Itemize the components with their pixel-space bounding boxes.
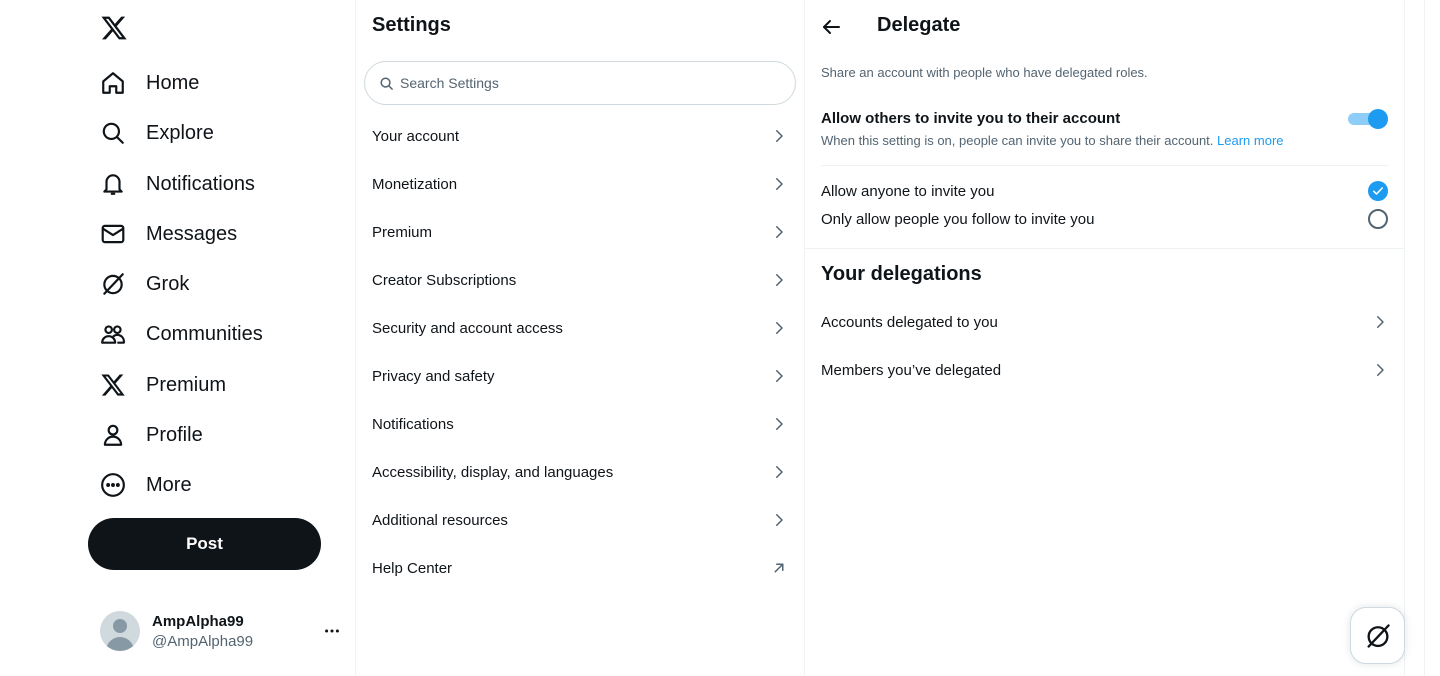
nav-label: Notifications (146, 172, 255, 195)
chevron-right-icon (770, 127, 788, 145)
allow-invites-toggle[interactable] (1348, 109, 1388, 129)
option-label: Only allow people you follow to invite you (821, 210, 1095, 228)
x-logo-icon (100, 372, 126, 398)
more-dots-icon[interactable] (319, 618, 345, 644)
allow-invites-text: When this setting is on, people can invite you to share their account. (821, 133, 1214, 148)
search-input[interactable] (400, 75, 780, 91)
account-handle: @AmpAlpha99 (152, 632, 254, 650)
delegations-heading: Your delegations (821, 263, 982, 285)
option-allow-anyone[interactable] (821, 178, 1388, 204)
post-button[interactable]: Post (88, 518, 321, 570)
settings-item-label: Help Center (372, 559, 453, 577)
nav-label: Communities (146, 322, 263, 345)
divider (1424, 0, 1425, 676)
account-switcher[interactable] (100, 608, 345, 654)
nav-grok[interactable] (100, 259, 189, 309)
chevron-right-icon (1371, 361, 1389, 379)
settings-item-additional-resources[interactable] (356, 496, 804, 544)
settings-item-label: Accessibility, display, and languages (372, 463, 614, 481)
nav-label: Grok (146, 272, 190, 295)
settings-item-creator-subscriptions[interactable] (356, 256, 804, 304)
grok-icon (1364, 622, 1392, 650)
allow-invites-heading: Allow others to invite you to their account (821, 110, 1121, 127)
nav-messages[interactable] (100, 209, 237, 259)
settings-item-notifications[interactable] (356, 400, 804, 448)
bell-icon (100, 171, 126, 197)
delegate-panel (805, 0, 1405, 676)
search-icon (379, 76, 394, 91)
back-arrow-icon[interactable] (819, 15, 843, 39)
delegate-description: Share an account with people who have delegated roles. (821, 65, 1148, 80)
learn-more-link[interactable]: Learn more (1217, 133, 1284, 148)
nav-label: Explore (146, 121, 214, 144)
chevron-right-icon (770, 367, 788, 385)
nav-explore[interactable] (100, 108, 214, 158)
settings-item-label: Monetization (372, 175, 458, 193)
delegation-item-label: Accounts delegated to you (821, 313, 998, 331)
chevron-right-icon (770, 511, 788, 529)
nav-label: More (146, 473, 192, 496)
external-link-arrow-icon (770, 559, 788, 577)
home-icon (100, 70, 126, 96)
chevron-right-icon (770, 415, 788, 433)
members-youve-delegated[interactable] (805, 346, 1405, 394)
delegation-item-label: Members you’ve delegated (821, 361, 1002, 379)
settings-item-your-account[interactable] (356, 112, 804, 160)
nav-more[interactable] (100, 460, 192, 510)
settings-item-help-center[interactable] (356, 544, 804, 592)
settings-item-monetization[interactable] (356, 160, 804, 208)
settings-item-label: Additional resources (372, 511, 508, 529)
chevron-right-icon (1371, 313, 1389, 331)
settings-item-label: Creator Subscriptions (372, 271, 517, 289)
allow-invites-description (821, 133, 1284, 148)
account-name: AmpAlpha99 (152, 612, 244, 630)
grok-icon (100, 271, 126, 297)
settings-column (356, 0, 805, 676)
chevron-right-icon (770, 463, 788, 481)
x-logo-icon[interactable] (100, 14, 128, 42)
toggle-knob (1368, 109, 1388, 129)
settings-search[interactable] (364, 61, 796, 105)
settings-item-security[interactable] (356, 304, 804, 352)
option-label: Allow anyone to invite you (821, 182, 995, 200)
settings-title: Settings (372, 14, 451, 36)
nav-communities[interactable] (100, 309, 263, 359)
divider (805, 248, 1405, 249)
settings-item-label: Premium (372, 223, 433, 241)
accounts-delegated-to-you[interactable] (805, 298, 1405, 346)
divider (821, 165, 1388, 166)
settings-item-label: Security and account access (372, 319, 563, 337)
nav-notifications[interactable] (100, 159, 255, 209)
settings-item-label: Privacy and safety (372, 367, 495, 385)
page-title: Delegate (877, 14, 961, 36)
grok-floating-button[interactable] (1350, 607, 1405, 664)
envelope-icon (100, 221, 126, 247)
nav-label: Messages (146, 222, 238, 245)
nav-profile[interactable] (100, 410, 203, 460)
person-icon (100, 422, 126, 448)
nav-home[interactable] (100, 58, 199, 108)
chevron-right-icon (770, 175, 788, 193)
settings-item-privacy[interactable] (356, 352, 804, 400)
option-followed-only[interactable] (821, 206, 1388, 232)
avatar (100, 611, 140, 651)
settings-item-accessibility[interactable] (356, 448, 804, 496)
chevron-right-icon (770, 223, 788, 241)
people-icon (100, 321, 126, 347)
search-icon (100, 120, 126, 146)
nav-label: Premium (146, 373, 227, 396)
chevron-right-icon (770, 271, 788, 289)
radio-unchecked-icon[interactable] (1368, 209, 1388, 229)
nav-premium[interactable] (100, 360, 226, 410)
nav-label: Profile (146, 423, 203, 446)
settings-item-premium[interactable] (356, 208, 804, 256)
nav-label: Home (146, 71, 200, 94)
radio-checked-icon[interactable] (1368, 181, 1388, 201)
settings-item-label: Your account (372, 127, 460, 145)
more-circle-icon (100, 472, 126, 498)
primary-navigation (0, 0, 356, 676)
chevron-right-icon (770, 319, 788, 337)
settings-item-label: Notifications (372, 415, 454, 433)
